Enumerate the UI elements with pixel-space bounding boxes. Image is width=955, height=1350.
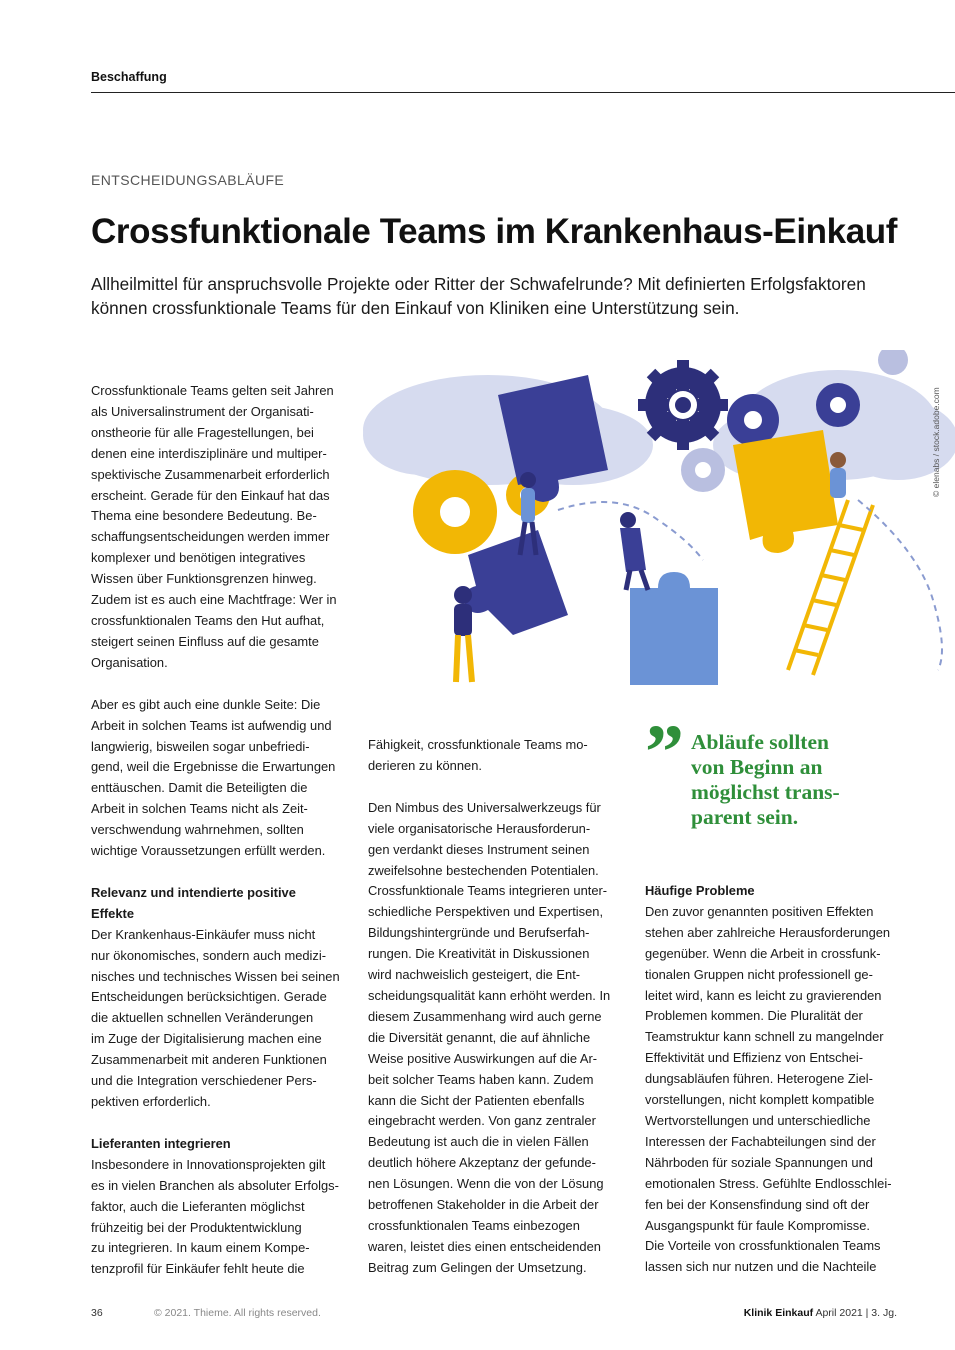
- text-line: nur ökonomisches, sondern auch medizi-: [91, 947, 327, 963]
- text-line: gegenüber. Wenn die Arbeit in crossfunk-: [645, 945, 881, 961]
- paragraph: [645, 902, 900, 1278]
- text-line: Crossfunktionale Teams integrieren unter-: [368, 883, 608, 899]
- text-line: es in vielen Branchen als absoluter Erfolgs-: [91, 1177, 339, 1193]
- text-line: lassen sich nur nutzen und die Nachteile: [645, 1259, 877, 1275]
- subheading: [91, 1134, 346, 1155]
- text-line: komplexer und benötigen integratives: [91, 550, 306, 566]
- paragraph: [91, 381, 346, 674]
- text-line: stehen aber zahlreiche Herausforderungen: [645, 924, 891, 940]
- text-line: tionalen Gruppen nicht professionell ge-: [645, 966, 873, 982]
- text-line: wird nachweislich gesteigert, die Ent-: [368, 967, 581, 983]
- text-line: gen verdankt dieses Instrument seinen: [368, 841, 590, 857]
- text-line: crossfunktionalen Teams einbezogen: [368, 1217, 580, 1233]
- text-line: derieren zu können.: [368, 757, 482, 773]
- text-line: kann die Sicht der Patienten ebenfalls: [368, 1092, 585, 1108]
- text-line: faktor, auch die Lieferanten möglichst: [91, 1198, 305, 1214]
- image-credit: [921, 385, 941, 500]
- pull-quote: [691, 730, 840, 830]
- text-line: waren, leistet dies einen entscheidenden: [368, 1238, 601, 1254]
- quote-mark-icon: ”: [645, 708, 684, 795]
- text-line: schaffungsentscheidungen werden immer: [91, 529, 330, 545]
- body-column-1: [91, 381, 346, 1280]
- paragraph: [91, 925, 346, 1113]
- text-line: erscheint. Gerade für den Einkauf hat das: [91, 487, 330, 503]
- subheading: [91, 883, 346, 925]
- text-line: zu integrieren. In kaum einem Kompe-: [91, 1240, 310, 1256]
- puzzle-piece-yellow: [733, 430, 838, 553]
- text-line: onstheorie für alle Fragestellungen, bei: [91, 424, 314, 440]
- teamwork-puzzle-illustration: [358, 350, 955, 690]
- text-line: Interessen der Fachabteilungen sind der: [645, 1133, 876, 1149]
- text-line: Wissen über Funktionsgrenzen hinweg.: [91, 571, 317, 587]
- text-line: Bildungshintergründe und Berufserfah-: [368, 925, 590, 941]
- text-line: Den zuvor genannten positiven Effekten: [645, 903, 874, 919]
- body-column-2: [368, 735, 622, 1279]
- copyright-notice: © 2021. Thieme. All rights reserved.: [154, 1307, 321, 1319]
- text-line: Entscheidungen berücksichtigen. Gerade: [91, 989, 327, 1005]
- text-line: emotionalen Stress. Gefühlte Endlosschlei-: [645, 1175, 892, 1191]
- text-line: die Diversität genannt, die auf ähnliche: [368, 1029, 591, 1045]
- text-line: und die Integration verschiedener Pers-: [91, 1073, 317, 1089]
- text-line: viele organisatorische Herausforderun-: [368, 820, 591, 836]
- header-rule: [91, 92, 955, 93]
- text-line: crossfunktionalen Teams den Hut aufhat,: [91, 612, 325, 628]
- text-line: scheidungsqualität kann erhöht werden. In: [368, 987, 611, 1003]
- text-line: wichtige Voraussetzungen erfüllt werden.: [91, 843, 326, 859]
- text-line: Wertvorstellungen und unterschiedliche: [645, 1112, 871, 1128]
- lead-line: Allheilmittel für anspruchsvolle Projekte oder Ritter der Schwafelrunde? Mit definierten Erfolgsfaktoren: [91, 274, 866, 294]
- text-line: tenzprofil für Einkäufer fehlt heute die: [91, 1261, 305, 1277]
- text-line: Effektivität und Effizienz von Entschei-: [645, 1050, 864, 1066]
- text-line: fen bei der Konsensfindung sind oft der: [645, 1196, 870, 1212]
- text-line: pektiven erforderlich.: [91, 1094, 211, 1109]
- text-line: Fähigkeit, crossfunktionale Teams mo-: [368, 737, 588, 752]
- text-line: Arbeit in solchen Teams nicht als Zeit-: [91, 801, 308, 817]
- text-line: Der Krankenhaus-Einkäufer muss nicht: [91, 926, 316, 942]
- dashed-path: [858, 500, 942, 670]
- article-title: Crossfunktionale Teams im Krankenhaus-Einkauf: [91, 212, 898, 251]
- text-line: steigert seinen Einfluss auf die gesamte: [91, 633, 319, 649]
- text-line: Organisation.: [91, 654, 168, 670]
- section-label: Beschaffung: [91, 70, 167, 84]
- text-line: die aktuellen schnellen Veränderungen: [91, 1010, 314, 1026]
- text-line: enttäuschen. Damit die Beteiligten die: [91, 780, 308, 796]
- text-line: im Zuge der Digitalisierung machen eine: [91, 1031, 322, 1047]
- text-line: langwierig, bisweilen sogar unbefriedi-: [91, 738, 310, 754]
- text-line: gend, weil die Ergebnisse die Erwartungen: [91, 759, 336, 775]
- text-line: Crossfunktionale Teams gelten seit Jahren: [91, 383, 334, 398]
- paragraph: [91, 1155, 346, 1280]
- text-line: dungsabläufen führen. Heterogene Ziel-: [645, 1071, 873, 1087]
- text-line: Zudem ist es auch eine Machtfrage: Wer in: [91, 592, 337, 608]
- paragraph: [368, 798, 622, 1279]
- quote-line: möglichst trans-: [691, 780, 840, 804]
- text-line: diesem Zusammenhang wird auch gerne: [368, 1008, 602, 1024]
- text-line: Die Vorteile von crossfunktionalen Teams: [645, 1238, 881, 1254]
- gear-icon: [638, 360, 728, 450]
- text-line: Problemen kommen. Die Pluralität der: [645, 1008, 863, 1024]
- text-line: Effekte: [91, 905, 134, 921]
- text-line: betroffenen Stakeholder in die Arbeit der: [368, 1197, 599, 1213]
- text-line: Beitrag zum Gelingen der Umsetzung.: [368, 1259, 587, 1275]
- puzzle-piece-blue: [630, 572, 718, 685]
- quote-line: parent sein.: [691, 805, 799, 829]
- text-line: Thema eine besondere Bedeutung. Be-: [91, 508, 317, 524]
- text-line: verschwendung wahrnehmen, sollten: [91, 822, 304, 838]
- text-line: Bedeutung ist auch die in vielen Fällen: [368, 1134, 589, 1150]
- paragraph: [91, 695, 346, 862]
- text-line: nen Lösungen. Wenn die von der Lösung: [368, 1176, 604, 1192]
- text-line: Relevanz und intendierte positive: [91, 884, 296, 900]
- text-line: Teamstruktur kann schnell zu mangelnder: [645, 1029, 884, 1045]
- journal-issue: April 2021 | 3. Jg.: [815, 1307, 897, 1319]
- text-line: deutlich höhere Akzeptanz der gefunde-: [368, 1155, 596, 1171]
- text-line: Arbeit in solchen Teams ist aufwendig und: [91, 717, 332, 733]
- image-credit-text: © elenabs / stock.adobe.com: [931, 387, 941, 497]
- text-line: nisches und technisches Wissen bei seinen: [91, 968, 340, 984]
- text-line: schiedliche Perspektiven und Expertisen,: [368, 904, 604, 920]
- text-line: eingebracht werden. Von ganz zentraler: [368, 1113, 596, 1129]
- text-line: Zusammenarbeit mit anderen Funktionen: [91, 1052, 327, 1068]
- quote-line: von Beginn an: [691, 755, 823, 779]
- text-line: leitet wird, kann es leicht zu gravierenden: [645, 987, 882, 1003]
- text-line: Aber es gibt auch eine dunkle Seite: Die: [91, 696, 321, 712]
- lead-line: können crossfunktionale Teams für den Einkauf von Kliniken eine Unterstützung sein.: [91, 298, 740, 318]
- text-line: Den Nimbus des Universalwerkzeugs für: [368, 799, 601, 815]
- page-number: 36: [91, 1307, 103, 1319]
- text-line: zweifelsohne bestechenden Potentialen.: [368, 862, 599, 878]
- text-line: denen eine interdisziplinäre und multiper-: [91, 445, 327, 461]
- text-line: vorstellungen, nicht komplett kompatible: [645, 1092, 875, 1108]
- text-line: Ausgangspunkt für faule Kompromisse.: [645, 1217, 870, 1233]
- journal-name: Klinik Einkauf: [743, 1307, 814, 1319]
- article-lead: [91, 272, 921, 320]
- text-line: beit solcher Teams haben kann. Zudem: [368, 1071, 594, 1087]
- body-column-3: [645, 881, 900, 1278]
- journal-info: [744, 1307, 897, 1319]
- quote-line: Abläufe sollten: [691, 730, 829, 754]
- text-line: Weise positive Auswirkungen auf die Ar-: [368, 1050, 598, 1066]
- text-line: Insbesondere in Innovationsprojekten gilt: [91, 1156, 326, 1172]
- subheading: [645, 881, 900, 902]
- text-line: frühzeitig bei der Produktentwicklung: [91, 1219, 302, 1235]
- paragraph: [368, 735, 622, 777]
- article-kicker: ENTSCHEIDUNGSABLÄUFE: [91, 172, 285, 188]
- text-line: spektivische Zusammenarbeit erforderlich: [91, 466, 330, 482]
- text-line: als Universalinstrument der Organisati-: [91, 403, 314, 419]
- text-line: Lieferanten integrieren: [91, 1135, 231, 1151]
- text-line: Häufige Probleme: [645, 883, 755, 898]
- text-line: rungen. Die Kreativität in Diskussionen: [368, 946, 590, 962]
- text-line: Nährboden für soziale Spannungen und: [645, 1154, 873, 1170]
